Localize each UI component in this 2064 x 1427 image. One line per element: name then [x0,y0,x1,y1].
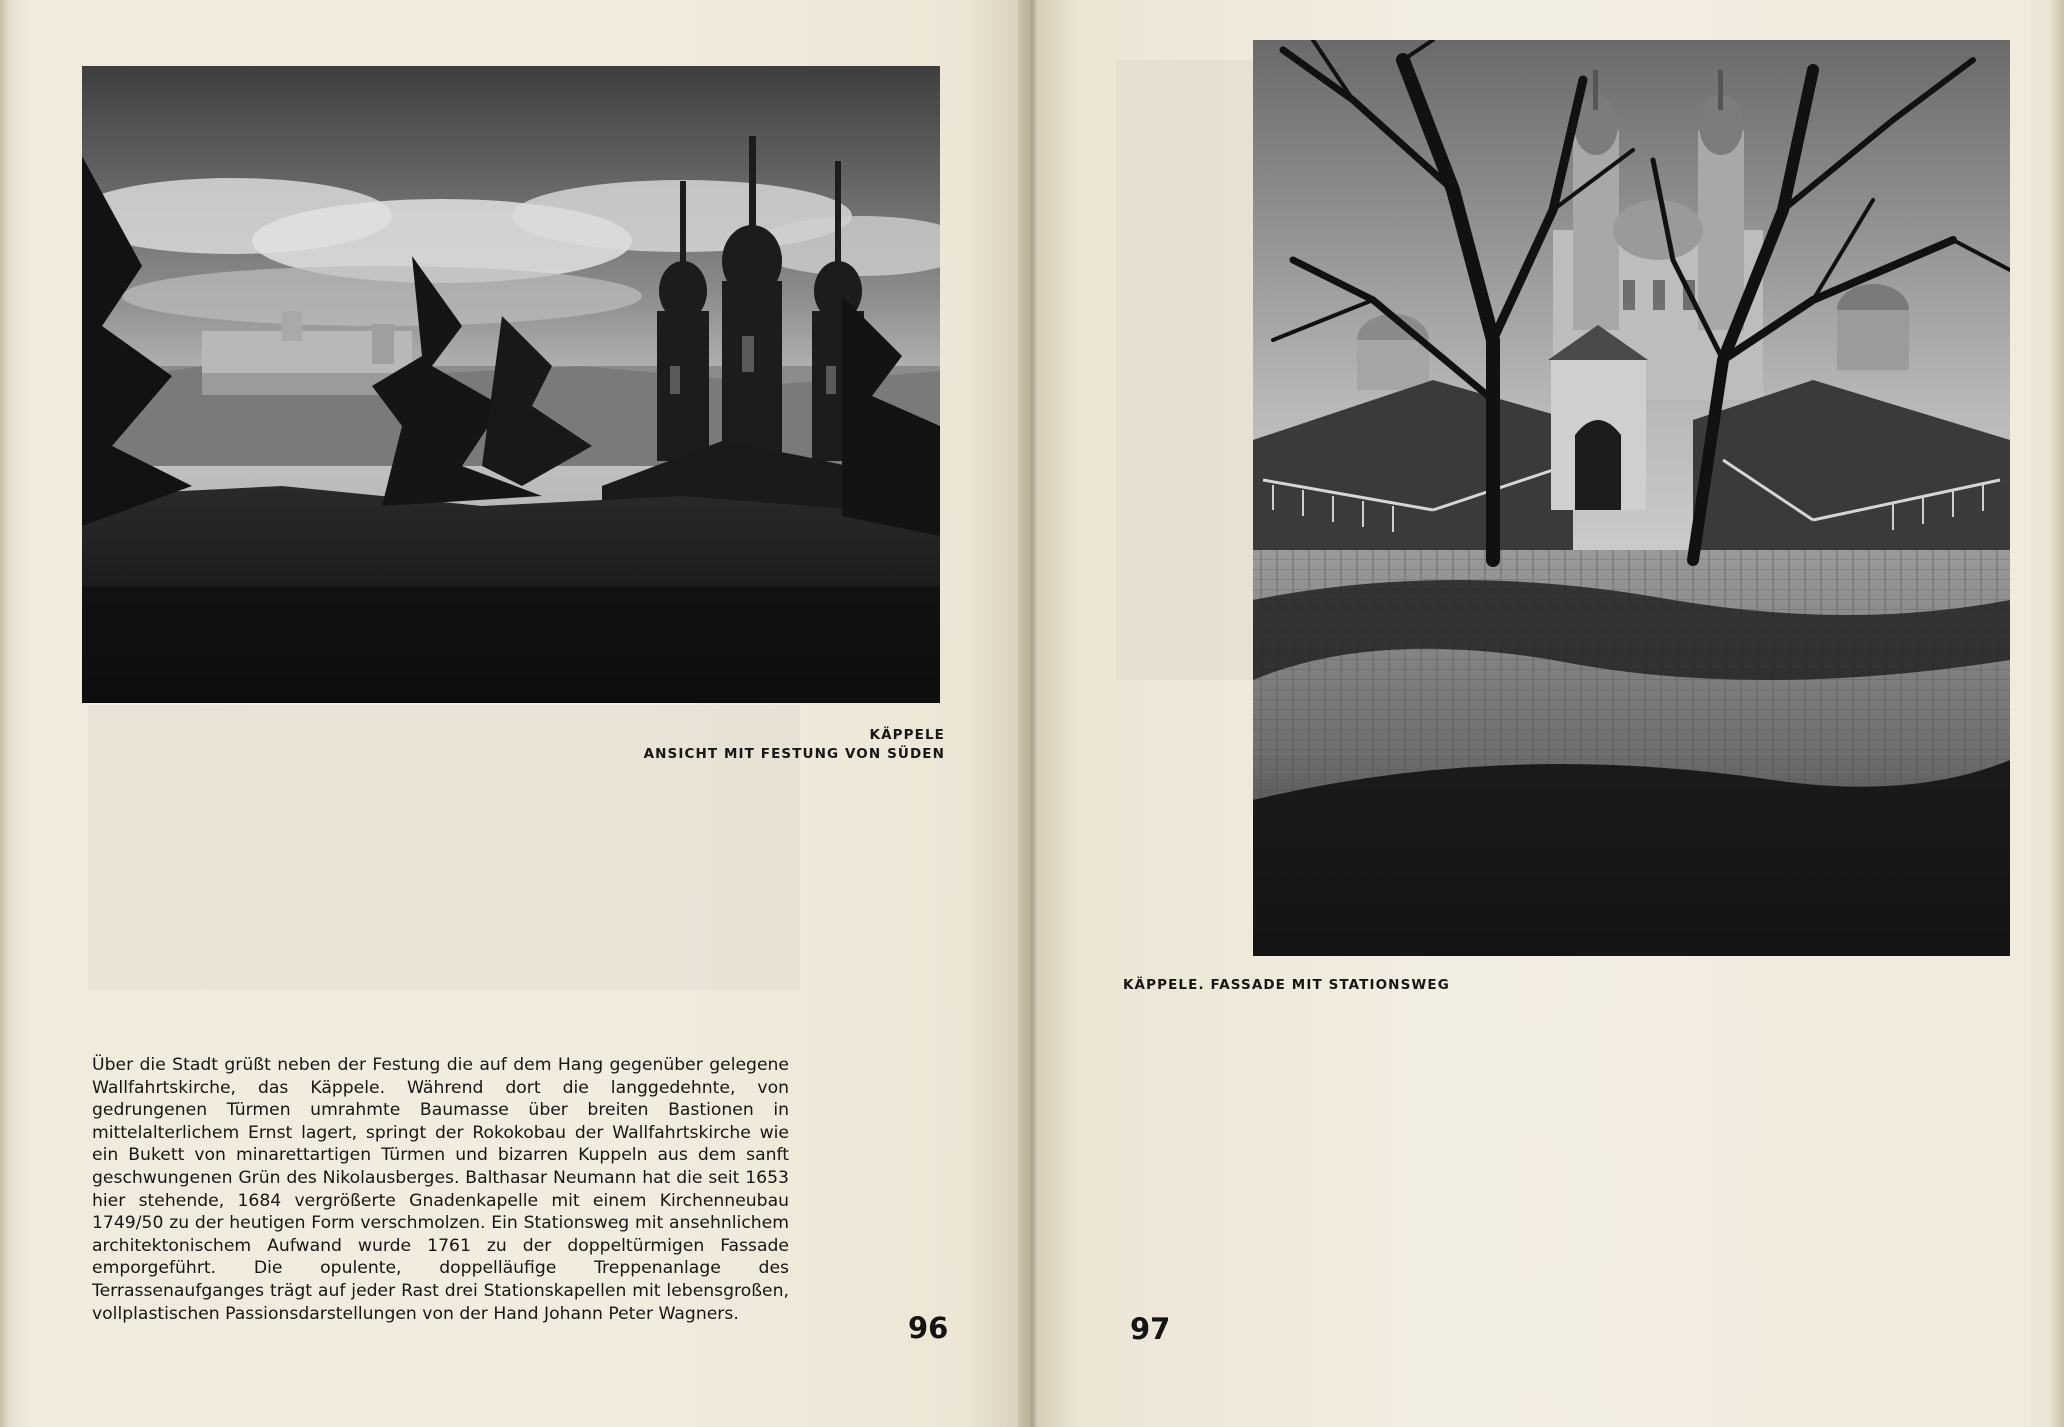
left-page [0,0,1026,1427]
page-number-right: 97 [1130,1312,1171,1346]
left-photo-caption [644,726,945,764]
caption-subtitle: ANSICHT MIT FESTUNG VON SÜDEN [643,746,945,762]
right-page-edge [2050,0,2064,1427]
right-page [1036,0,2064,1427]
caption-title: KÄPPELE [869,727,945,743]
right-photo-caption: KÄPPELE. FASSADE MIT STATIONSWEG [1123,977,1450,993]
facade-photo-icon [1253,40,2010,956]
kaeppele-south-view-photo [82,66,940,703]
kaeppele-facade-photo [1253,40,2010,956]
page-number-left: 96 [908,1311,949,1345]
landscape-photo-icon [82,66,940,703]
left-page-edge [0,0,10,1427]
body-text: Über die Stadt grüßt neben der Festung die auf dem Hang gegenüber gelegene Wallfahrtskirche, das Käppele. Während dort die langgedehnte, von gedrungenen Türmen umrahmte Baumasse über breiten Bastionen in mittelalterlichem Ernst lagert, springt der Rokokobau der Wallfahrtskirche wie ein Bukett von minarettartigen Türmen und bizarren Kuppeln aus dem sanft geschwungenen Grün des Nikolausberges. Balthasar Neumann hat die seit 1653 hier stehende, 1684 vergrößerte Gnadenkapelle mit einem Kirchenneubau 1749/50 zu der heutigen Form verschmolzen. Ein Stationsweg mit ansehnlichem architektonischem Aufwand wurde 1761 zu der doppeltürmigen Fassade emporgeführt. Die opulente, doppelläufige Treppenanlage des Terrassenaufganges trägt auf jeder Rast drei Stationskapellen mit lebensgroßen, vollplastischen Passionsdarstellungen von der Hand Johann Peter Wagners. [92,1055,789,1324]
